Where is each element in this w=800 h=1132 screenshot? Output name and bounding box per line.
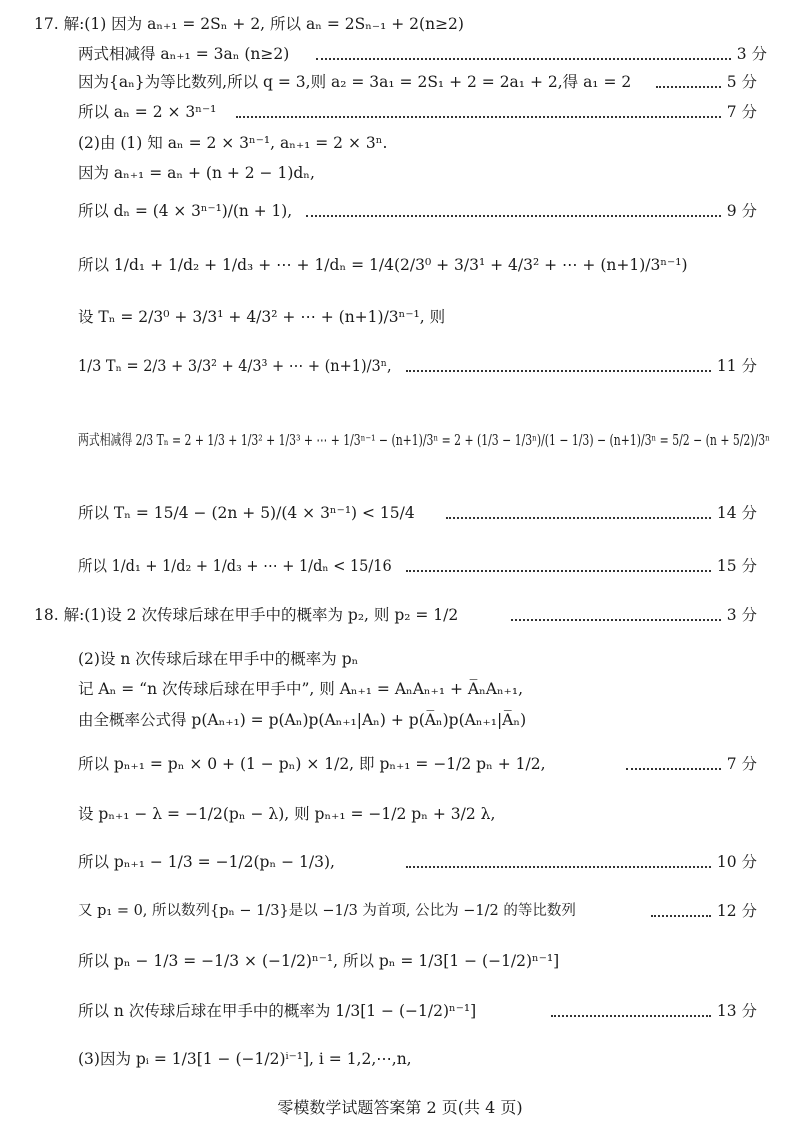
page-footer: 零模数学试题答案第 2 页(共 4 页): [277, 1098, 523, 1117]
line-text: 17. 解:(1) 因为 aₙ₊₁ = 2Sₙ + 2, 所以 aₙ = 2Sₙ₋₁ + 2(n≥2): [34, 15, 464, 33]
line-text: 所以 Tₙ = 15/4 − (2n + 5)/(4 × 3ⁿ⁻¹) < 15/4: [78, 504, 415, 522]
line-text: 设 Tₙ = 2/3⁰ + 3/3¹ + 4/3² + ⋯ + (n+1)/3ⁿ⁻¹, 则: [78, 308, 446, 326]
score-marker: [505, 604, 757, 626]
score-marker: [400, 851, 757, 873]
score-marker: [310, 43, 767, 65]
score-marker: [545, 1000, 757, 1022]
score-marker: [300, 200, 757, 222]
line-text: 设 pₙ₊₁ − λ = −1/2(pₙ − λ), 则 pₙ₊₁ = −1/2 pₙ + 3/2 λ,: [78, 805, 496, 823]
score-points: 9 分: [726, 202, 757, 220]
line-text: 所以 n 次传球后球在甲手中的概率为 1/3[1 − (−1/2)ⁿ⁻¹]: [78, 1002, 477, 1020]
score-points: 5 分: [726, 73, 757, 91]
score-marker: [620, 753, 757, 775]
score-marker: [400, 555, 757, 577]
score-points: 15 分: [716, 557, 757, 575]
line-text: 记 Aₙ = “n 次传球后球在甲手中”, 则 Aₙ₊₁ = AₙAₙ₊₁ + A̅ₙAₙ₊₁,: [78, 680, 523, 698]
score-points: 13 分: [716, 1002, 757, 1020]
line-text: 所以 pₙ₊₁ − 1/3 = −1/2(pₙ − 1/3),: [78, 853, 335, 871]
score-points: 7 分: [726, 103, 757, 121]
line-text: 又 p₁ = 0, 所以数列{pₙ − 1/3}是以 −1/3 为首项, 公比为 −1/2 的等比数列: [78, 903, 576, 919]
score-points: 11 分: [716, 357, 757, 375]
line-text: 两式相减得 2/3 Tₙ = 2 + 1/3 + 1/3² + 1/3³ + ⋯ + 1/3ⁿ⁻¹ − (n+1)/3ⁿ = 2 + (1/3 − 1/3ⁿ)/(1 − 1/3) − (n+1)/3ⁿ = 5/2 − (n + 5/2)/3ⁿ: [78, 433, 770, 449]
line-text: 所以 pₙ − 1/3 = −1/3 × (−1/2)ⁿ⁻¹, 所以 pₙ = 1/3[1 − (−1/2)ⁿ⁻¹]: [78, 952, 560, 970]
line-text: 所以 1/d₁ + 1/d₂ + 1/d₃ + ⋯ + 1/dₙ = 1/4(2/3⁰ + 3/3¹ + 4/3² + ⋯ + (n+1)/3ⁿ⁻¹): [78, 256, 688, 274]
line-text: (2)由 (1) 知 aₙ = 2 × 3ⁿ⁻¹, aₙ₊₁ = 2 × 3ⁿ.: [78, 134, 388, 152]
score-marker: [230, 101, 757, 123]
line-text: 1/3 Tₙ = 2/3 + 3/3² + 4/3³ + ⋯ + (n+1)/3ⁿ,: [78, 357, 392, 375]
line-text: 两式相减得 aₙ₊₁ = 3aₙ (n≥2): [78, 45, 290, 63]
score-marker: [400, 355, 757, 377]
score-marker: [650, 71, 757, 93]
line-text: 所以 pₙ₊₁ = pₙ × 0 + (1 − pₙ) × 1/2, 即 pₙ₊₁ = −1/2 pₙ + 1/2,: [78, 755, 546, 773]
line-text: 由全概率公式得 p(Aₙ₊₁) = p(Aₙ)p(Aₙ₊₁|Aₙ) + p(A̅ₙ)p(Aₙ₊₁|A̅ₙ): [78, 711, 527, 729]
score-marker: [645, 900, 757, 922]
score-points: 10 分: [716, 853, 757, 871]
score-points: 7 分: [726, 755, 757, 773]
score-points: 14 分: [716, 504, 757, 522]
line-text: (2)设 n 次传球后球在甲手中的概率为 pₙ: [78, 650, 359, 668]
score-points: 3 分: [736, 45, 767, 63]
line-text: 所以 aₙ = 2 × 3ⁿ⁻¹: [78, 103, 217, 121]
line-text: (3)因为 pᵢ = 1/3[1 − (−1/2)ⁱ⁻¹], i = 1,2,⋯,n,: [78, 1050, 412, 1068]
line-text: 因为{aₙ}为等比数列,所以 q = 3,则 a₂ = 3a₁ = 2S₁ + 2 = 2a₁ + 2,得 a₁ = 2: [78, 73, 632, 91]
line-text: 所以 1/d₁ + 1/d₂ + 1/d₃ + ⋯ + 1/dₙ < 15/16: [78, 557, 392, 575]
line-text: 所以 dₙ = (4 × 3ⁿ⁻¹)/(n + 1),: [78, 202, 293, 220]
score-points: 12 分: [716, 902, 757, 920]
line-text: 因为 aₙ₊₁ = aₙ + (n + 2 − 1)dₙ,: [78, 164, 315, 182]
score-points: 3 分: [726, 606, 757, 624]
score-marker: [440, 502, 757, 524]
line-text: 18. 解:(1)设 2 次传球后球在甲手中的概率为 p₂, 则 p₂ = 1/2: [34, 606, 459, 624]
